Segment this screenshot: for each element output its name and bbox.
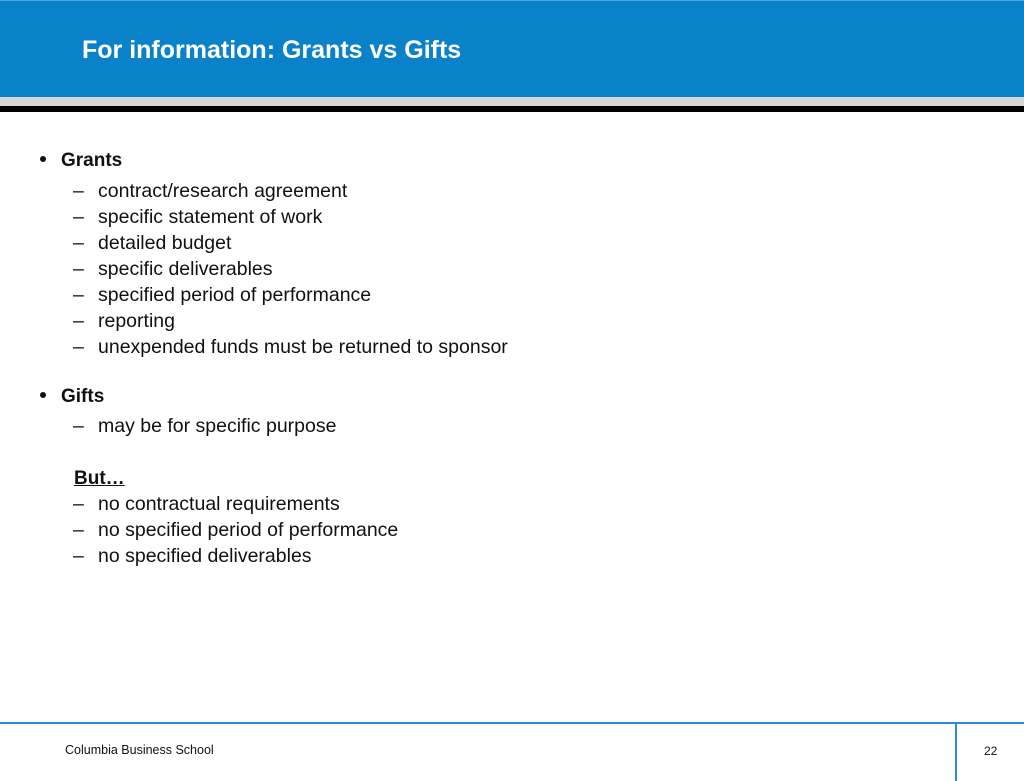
header-rule-black bbox=[0, 106, 1024, 112]
footer-rule bbox=[0, 722, 1024, 724]
page-number: 22 bbox=[984, 744, 998, 758]
gifts-but-item-text: no contractual requirements bbox=[98, 493, 340, 515]
dash-icon: – bbox=[73, 493, 84, 515]
gifts-but-item bbox=[73, 519, 398, 542]
grants-item-text: specific statement of work bbox=[98, 206, 323, 228]
dash-icon: – bbox=[73, 336, 84, 358]
gifts-but-item bbox=[73, 493, 340, 516]
gifts-item-text: may be for specific purpose bbox=[98, 415, 337, 437]
dash-icon: – bbox=[73, 258, 84, 280]
grants-item bbox=[73, 232, 231, 255]
footer-organization: Columbia Business School bbox=[65, 743, 214, 757]
grants-heading: Grants bbox=[61, 150, 123, 171]
slide-title: For information: Grants vs Gifts bbox=[82, 36, 462, 64]
but-label: But… bbox=[74, 468, 125, 489]
title-banner bbox=[0, 0, 1024, 97]
grants-item bbox=[73, 180, 347, 203]
dash-icon: – bbox=[73, 284, 84, 306]
dash-icon: – bbox=[73, 232, 84, 254]
dash-icon: – bbox=[73, 415, 84, 437]
grants-item bbox=[73, 206, 322, 229]
grants-item bbox=[73, 310, 175, 333]
grants-item-text: contract/research agreement bbox=[98, 180, 348, 202]
grants-item bbox=[73, 336, 508, 359]
bullet-dot-icon bbox=[40, 392, 46, 398]
gifts-heading: Gifts bbox=[61, 386, 105, 407]
dash-icon: – bbox=[73, 519, 84, 541]
dash-icon: – bbox=[73, 206, 84, 228]
gifts-but-item bbox=[73, 545, 312, 568]
grants-bullet bbox=[40, 150, 122, 172]
dash-icon: – bbox=[73, 180, 84, 202]
grants-item-text: unexpended funds must be returned to sponsor bbox=[98, 336, 508, 358]
grants-item-text: reporting bbox=[98, 310, 175, 332]
header-rule-gray bbox=[0, 97, 1024, 106]
grants-item bbox=[73, 284, 371, 307]
grants-item-text: specified period of performance bbox=[98, 284, 372, 306]
gifts-bullet bbox=[40, 386, 104, 408]
gifts-but-item-text: no specified period of performance bbox=[98, 519, 399, 541]
dash-icon: – bbox=[73, 545, 84, 567]
grants-item bbox=[73, 258, 273, 281]
footer-divider bbox=[955, 724, 957, 781]
grants-item-text: detailed budget bbox=[98, 232, 232, 254]
grants-item-text: specific deliverables bbox=[98, 258, 273, 280]
gifts-item bbox=[73, 415, 336, 438]
dash-icon: – bbox=[73, 310, 84, 332]
gifts-but-item-text: no specified deliverables bbox=[98, 545, 312, 567]
bullet-dot-icon bbox=[40, 156, 46, 162]
